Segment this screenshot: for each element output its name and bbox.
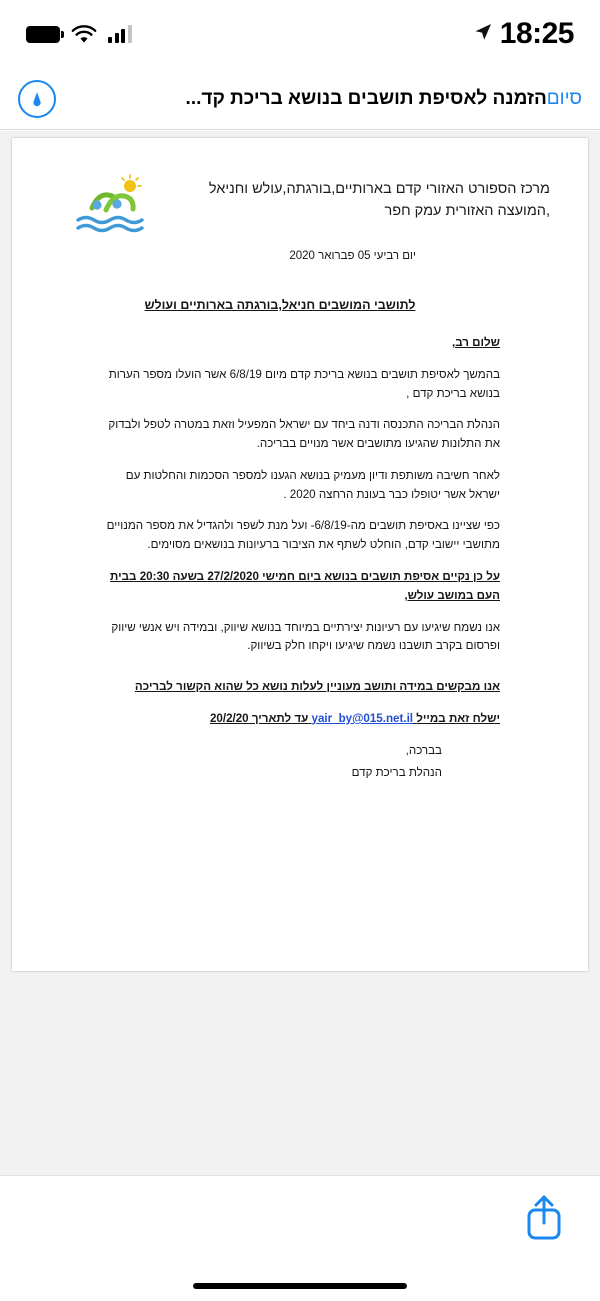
status-bar — [0, 0, 600, 68]
document-body — [98, 334, 500, 742]
document-scroll-area[interactable] — [0, 131, 600, 1176]
battery-icon — [26, 26, 60, 43]
navigation-bar — [0, 68, 600, 130]
pool-logo-icon — [72, 174, 150, 236]
share-upload-icon[interactable] — [522, 1192, 566, 1242]
markup-pen-icon[interactable] — [18, 80, 56, 118]
document-signature — [352, 740, 442, 784]
page-title: הזמנה לאסיפת תושבים בנושא בריכת קד... — [185, 87, 547, 109]
document-header — [72, 178, 550, 236]
document-addressee: לתושבי המושבים חניאל,בורגתה בארותיים ועולש — [144, 298, 416, 312]
email-line-prefix: ישלח זאת במייל — [416, 711, 500, 725]
bottom-toolbar — [0, 1175, 600, 1301]
email-line-suffix: עד לתאריך 20/2/20 — [209, 711, 309, 725]
paragraph-1: בהמשך לאסיפת תושבים בנושא בריכת קדם מיום 6/8/19 אשר הועלו מספר הערות בנושא בריכת קדם , — [108, 367, 500, 400]
signature-name: הנהלת בריכת קדם — [351, 766, 442, 780]
email-line — [98, 710, 500, 729]
status-bar-clock: 18:25 — [499, 17, 574, 50]
paragraph-2: הנהלת הבריכה התכנסה ודנה ביחד עם ישראל המפעיל וזאת במטרה לטפל ולבדוק את התלונות שהגיעו מתושבים אשר מנויים בבריכה. — [108, 418, 500, 451]
greeting: שלום רב, — [451, 336, 500, 349]
cellular-signal-icon — [108, 25, 132, 43]
paragraph-3: לאחר חשיבה משותפת ודיון מעמיק בנושא הגענו למספר הסכמות והחלטות עם ישראל אשר יטופלו כבר בעונת הרחצה 2020 . — [125, 468, 500, 501]
organization-name: מרכז הספורט האזורי קדם בארותיים,בורגתה,עולש וחניאל ,המועצה האזורית עמק חפר — [208, 181, 550, 220]
paragraph-5: אנו נשמח שיגיעו עם רעיונות יצירתיים במיוחד בנושא שיווק, ובמידה ויש אנשי שיווק ופרסום בקרב תושבנו נשמח שיגיעו ויקחו חלק בשיווק. — [111, 620, 500, 653]
meeting-announcement: על כן נקיים אסיפת תושבים בנושא ביום חמישי 27/2/2020 בשעה 20:30 בבית העם במושב עולש, — [110, 570, 500, 602]
status-bar-right — [473, 17, 574, 51]
document-date: יום רביעי 05 פברואר 2020 — [289, 250, 416, 262]
location-arrow-icon — [473, 21, 493, 48]
signature-regards: בברכה, — [405, 744, 442, 757]
wifi-icon — [71, 25, 97, 44]
home-indicator[interactable] — [193, 1283, 407, 1289]
document-page — [12, 138, 588, 971]
request-line: אנו מבקשים במידה ותושב מעוניין לעלות נושא כל שהוא הקשור לבריכה — [134, 680, 500, 694]
paragraph-4: כפי שציינו באסיפת תושבים מה-6/8/19- ועל מנת לשפר ולהגדיל את מספר המנויים מתושבי יישובי קדם, הוחלט לשתף את הציבור ברעיונות בנושאים מסוימים. — [106, 519, 500, 552]
email-address-link[interactable]: yair_by@015.net.il — [311, 711, 414, 725]
done-button[interactable]: סיום — [546, 87, 582, 109]
status-bar-left — [26, 25, 132, 44]
